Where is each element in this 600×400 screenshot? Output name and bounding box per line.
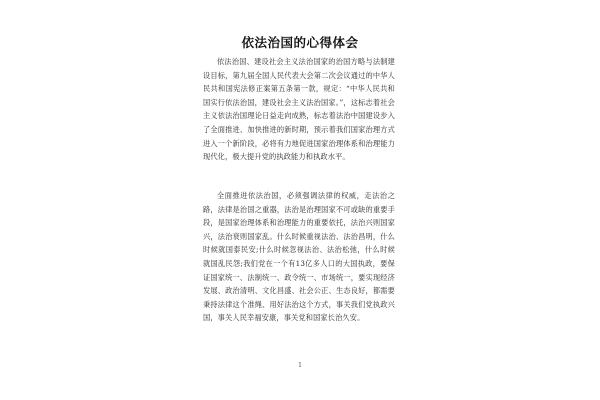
document-title: 依法治国的心得体会 [241, 35, 359, 50]
paragraph-1: 依法治国、建设社会主义法治国家的治国方略与法制建设目标，第九届全国人民代表大会第二次会议通过的中华人民共和国宪法修正案第五条第一款，规定：“中华人民共和国实行依法治国，建设社会主义法治国家。”，这标志着社会主义依法治国理论日益走向成熟，标志着法治中国建设步入了全面推进、加快推进的新时期，预示着我们国家治理方式进入一个新阶段，必将有力地促进国家治理体系和治理能力现代化，极大提升党的执政能力和执政水平。 [203, 57, 395, 162]
paragraph-2: 全面推进依法治国，必须强调法律的权威，走法治之路，法律是治国之重器，法治是治理国家不可或缺的重要手段，是国家治理体系和治理能力的重要依托，法治兴则国家兴，法治衰则国家乱。什么时候重视法治、法治昌明，什么时候就国泰民安;什么时候忽视法治、法治松弛，什么时候就国乱民怨;我们党在一个有13亿多人口的大国执政，要保证国家统一、法制统一、政令统一、市场统一，要实现经济发展、政治清明、文化昌盛、社会公正、生态良好，都需要秉持法律这个准绳、用好法治这个方式，事关我们党执政兴国，事关人民幸福安康，事关党和国家长治久安。 [203, 191, 395, 323]
page-number: 1 [298, 362, 302, 369]
